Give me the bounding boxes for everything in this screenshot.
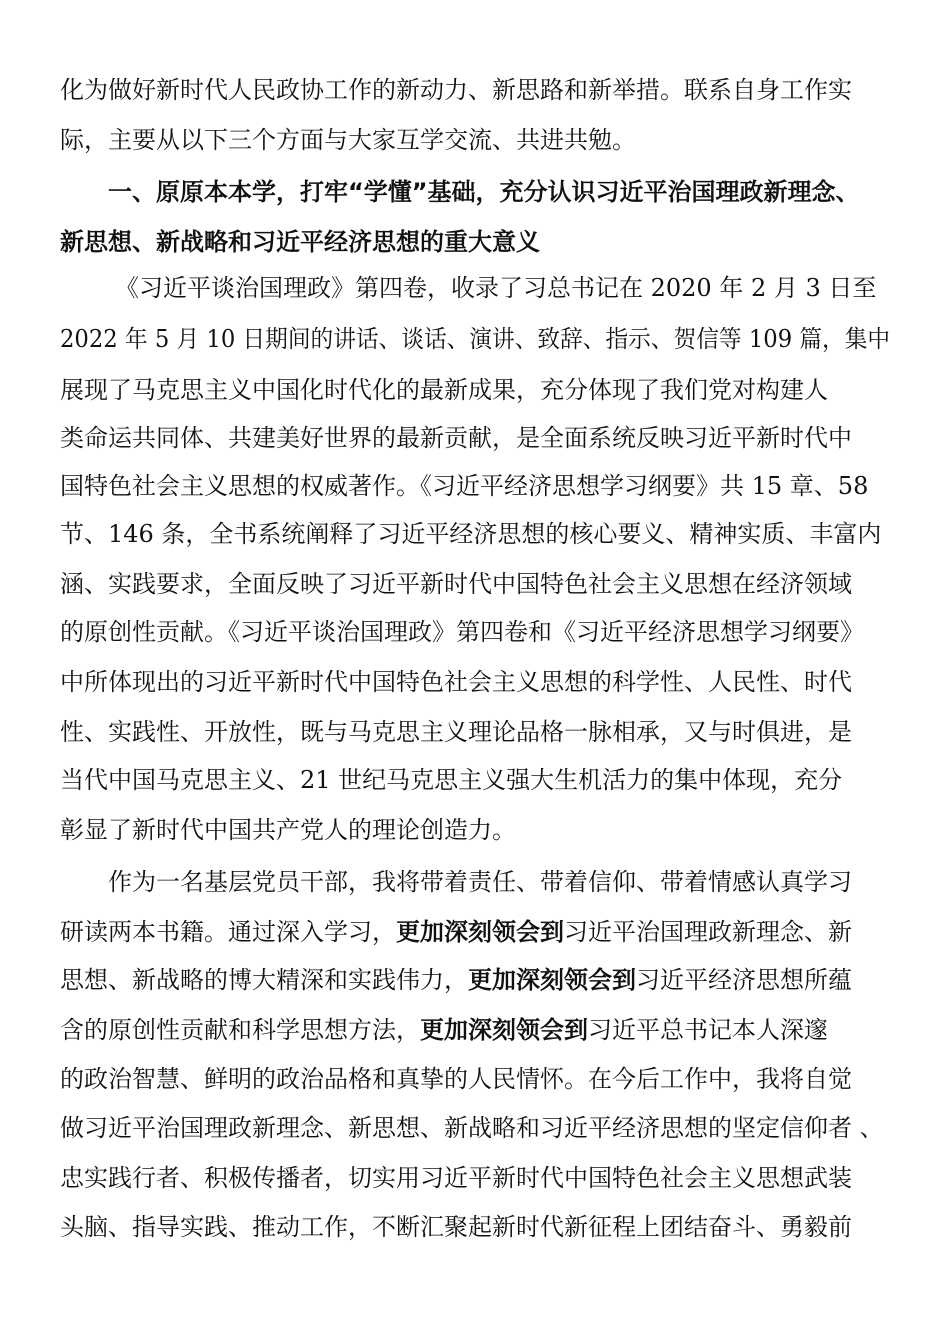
paragraph-line: 际，主要从以下三个方面与大家互学交流、共进共勉。	[60, 126, 636, 154]
paragraph-line	[60, 912, 890, 952]
emphasis-text: 更加深刻领会到	[468, 966, 636, 994]
text-span: 含的原创性贡献和科学思想方法，	[60, 1016, 420, 1044]
text-span: 习近平总书记本人深邃	[588, 1016, 828, 1044]
paragraph-line: 彰显了新时代中国共产党人的理论创造力。	[60, 816, 516, 844]
paragraph-line: 化为做好新时代人民政协工作的新动力、新思路和新举措。联系自身工作实	[60, 76, 852, 104]
section-heading: 一、原原本本学，打牢“学懂”基础，充分认识习近平治国理政新理念、	[108, 178, 860, 206]
paragraph-line: 的政治智慧、鲜明的政治品格和真挚的人民情怀。在今后工作中，我将自觉	[60, 1065, 852, 1093]
emphasis-text: 更加深刻领会到	[396, 918, 564, 946]
text-span: 思想、新战略的博大精深和实践伟力，	[60, 966, 468, 994]
section-heading: 新思想、新战略和习近平经济思想的重大意义	[60, 228, 540, 256]
paragraph-line: 头脑、指导实践、推动工作，不断汇聚起新时代新征程上团结奋斗、勇毅前	[60, 1213, 852, 1241]
paragraph-line: 作为一名基层党员干部，我将带着责任、带着信仰、带着情感认真学习	[108, 868, 852, 896]
paragraph-line: 类命运共同体、共建美好世界的最新贡献，是全面系统反映习近平新时代中	[60, 424, 852, 452]
paragraph-line: 展现了马克思主义中国化时代化的最新成果，充分体现了我们党对构建人	[60, 376, 828, 404]
paragraph-line: 性、实践性、开放性，既与马克思主义理论品格一脉相承，又与时俱进，是	[60, 718, 852, 746]
paragraph-line: 忠实践行者、积极传播者，切实用习近平新时代中国特色社会主义思想武装	[60, 1164, 852, 1192]
paragraph-line: 《习近平谈治国理政》第四卷，收录了习总书记在 2020 年 2 月 3 日至	[115, 274, 877, 302]
paragraph-line	[60, 1010, 890, 1050]
paragraph-line: 涵、实践要求，全面反映了习近平新时代中国特色社会主义思想在经济领域	[60, 570, 852, 598]
paragraph-line: 的原创性贡献。《习近平谈治国理政》第四卷和《习近平经济思想学习纲要》	[60, 618, 864, 646]
paragraph-line: 节、146 条，全书系统阐释了习近平经济思想的核心要义、精神实质、丰富内	[60, 520, 882, 548]
text-span: 习近平经济思想所蕴	[636, 966, 852, 994]
emphasis-text: 更加深刻领会到	[420, 1016, 588, 1044]
paragraph-line	[60, 960, 890, 1000]
paragraph-line: 2022 年 5 月 10 日期间的讲话、谈话、演讲、致辞、指示、贺信等 109 篇，集中	[60, 325, 890, 353]
paragraph-line: 国特色社会主义思想的权威著作。《习近平经济思想学习纲要》共 15 章、58	[60, 472, 869, 500]
text-span: 研读两本书籍。通过深入学习，	[60, 918, 396, 946]
paragraph-line: 当代中国马克思主义、21 世纪马克思主义强大生机活力的集中体现，充分	[60, 766, 843, 794]
paragraph-line: 做习近平治国理政新理念、新思想、新战略和习近平经济思想的坚定信仰者 、	[60, 1114, 884, 1142]
paragraph-line: 中所体现出的习近平新时代中国特色社会主义思想的科学性、人民性、时代	[60, 668, 852, 696]
text-span: 习近平治国理政新理念、新	[564, 918, 852, 946]
